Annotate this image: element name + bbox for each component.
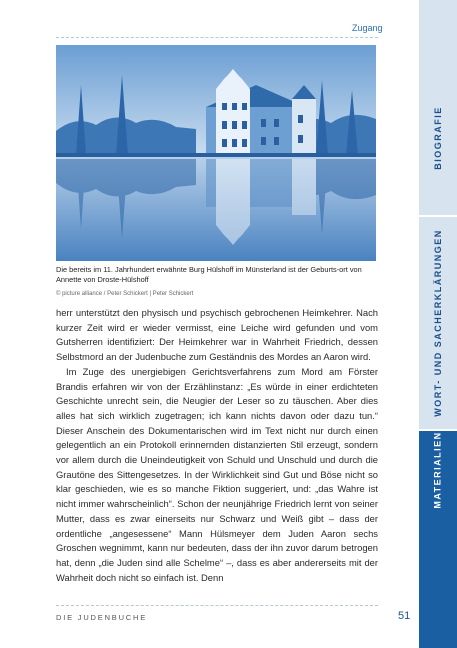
body-text — [56, 306, 378, 585]
tab-label: WORT- UND SACHERKLÄRUNGEN — [433, 229, 443, 417]
figure-credit: © picture alliance / Peter Schickert | Peter Schickert — [56, 291, 194, 297]
figure-caption: Die bereits im 11. Jahrhundert erwähnte Burg Hülshoff im Münsterland ist der Geburts-ort von Annette von Droste-Hülshoff — [56, 265, 362, 284]
tab-label: MATERIALIEN — [433, 430, 443, 509]
tab-wort-und-sacherklaerungen[interactable] — [419, 217, 457, 431]
tab-biografie[interactable] — [419, 0, 457, 217]
castle-photo — [56, 45, 376, 261]
footer-rule — [56, 605, 378, 606]
tab-label: BIOGRAFIE — [433, 105, 444, 170]
section-label: Zugang — [352, 23, 383, 33]
book-title: DIE JUDENBUCHE — [56, 613, 148, 622]
tab-materialien[interactable] — [419, 431, 457, 648]
paragraph: herr unterstützt den physisch und psychisch gebrochenen Heimkehrer. Nach kurzer Zeit wird er wieder vermisst, eine Leiche wird gefunden und vom Gutsherren identifiziert: Der Heimkehrer war in Wahrheit Friedrich, dessen Selbstmord an der Judenbuche zum Geständnis des Mordes an Aaron wird. — [56, 307, 378, 363]
paragraph: Im Zuge des unergiebigen Gerichtsverfahrens zum Mord am Förster Brandis erfahren wir von der Erzählinstanz: „Es würde in einer erdichteten Geschichte unrecht sein, die Neugier der Leser so zu täuschen. Aber dies alles hat sich wirklich zugetragen; ich kann nichts davon oder dazu tun.“ Dieser Anschein des Dokumentarischen wird im Text nicht nur durch einen gelegentlich an ein Protokoll erinnernden distanzierten Stil erzeugt, sondern vor allem durch die Uneindeutigkeit von Schuld und Unschuld und durch die Grautöne des Sittengesetzes. In der Wirklichkeit sind Gut und Böse nicht so klar geschieden, wie es so manche Fiktion suggeriert, und: „das Wahre ist nicht immer wahrscheinlich“. Schon der neunjährige Friedrich lernt von seiner Mutter, dass es zwar einerseits nur Schwarz und Weiß gibt – dass der ordentliche „angesessene“ Mann Hülsmeyer dem Juden Aaron sechs Groschen wegnimmt, kann nur bedeuten, dass der ihn zuvor darum betrogen hat, denn „die Juden sind alle Schelme“ –, dass es aber andererseits mit der Wahrheit doch nicht so einfach ist. Denn — [56, 365, 378, 583]
page-number: 51 — [398, 610, 411, 622]
header-rule — [56, 37, 378, 38]
chapter-tabs — [419, 0, 457, 648]
